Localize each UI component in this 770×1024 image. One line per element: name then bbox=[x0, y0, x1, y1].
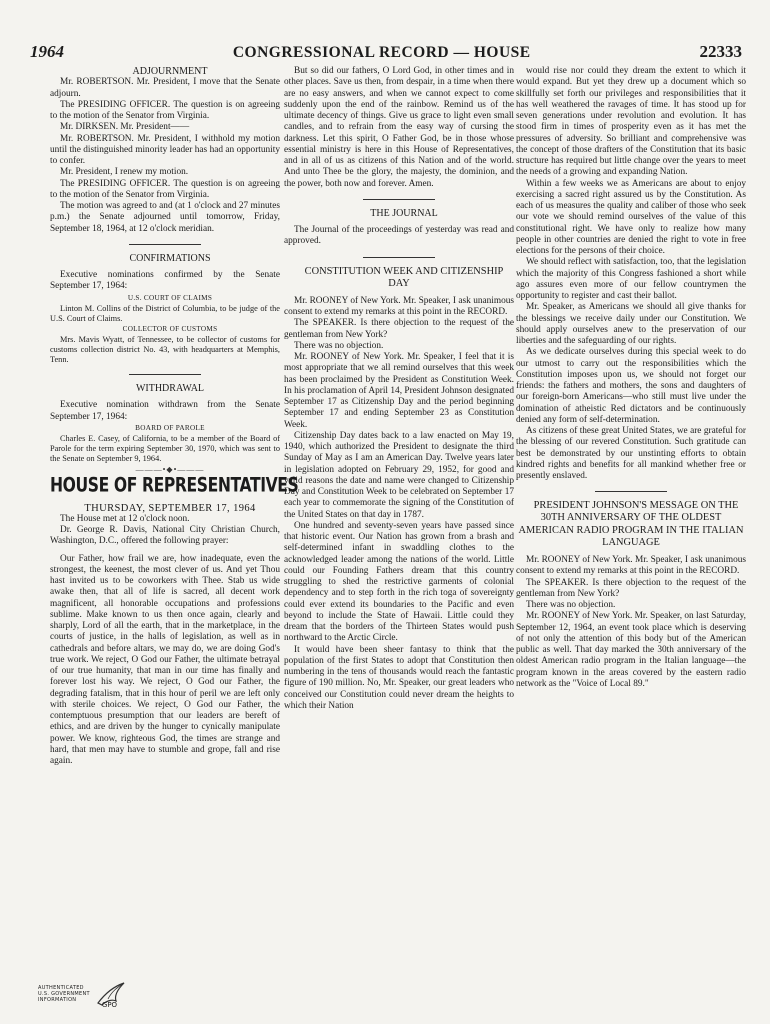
paragraph: Mr. ROONEY of New York. Mr. Speaker, I ask unanimous consent to extend my remarks at this point in the RECORD. bbox=[516, 555, 746, 577]
paragraph: As we dedicate ourselves during this special week to do our utmost to carry out the responsibilities which the Constitution imposes upon us, we should not forget our friends: the fathers and mothers, the sons and daughters of our foreign-born Americans—who still must live under the domination of atheistic Red dictators and be continuously denied any form of self-determination. bbox=[516, 347, 746, 425]
paragraph: But so did our fathers, O Lord God, in other times and in other places. Save us then, from despair, in a time when there are no easy answers, and when we cannot expect to come suddenly upon the end of the rainbow. Remind us of the ultimate decency of things. Give us grace to light even small candles, and to refrain from the easy way of cursing the darkness. Let this spirit, O Father God, be in those whose essential ministry is here in this House of Representatives, and in all of us as citizens of this Nation and of the world. And unto Thee be the glory, the majesty, the dominion, and the power, both now and forever. Amen. bbox=[284, 66, 514, 189]
paragraph: Mr. ROBERTSON. Mr. President, I withhold my motion until the distinguished minority leader has had an opportunity to confer. bbox=[50, 133, 280, 166]
paragraph: The motion was agreed to and (at 1 o'clock and 27 minutes p.m.) the Senate adjourned until tomorrow, Friday, September 18, 1964, at 12 o'clock meridian. bbox=[50, 201, 280, 234]
paragraph: The PRESIDING OFFICER. The question is on agreeing to the motion of the Senator from Virginia. bbox=[50, 178, 280, 200]
gpo-label: GPO bbox=[101, 1001, 118, 1009]
section-heading-withdrawal: WITHDRAWAL bbox=[135, 383, 205, 394]
column-1 bbox=[50, 66, 299, 767]
divider bbox=[595, 491, 667, 492]
paragraph: The SPEAKER. Is there objection to the request of the gentleman from New York? bbox=[516, 577, 746, 599]
paragraph: There was no objection. bbox=[294, 340, 384, 351]
column-3 bbox=[516, 66, 746, 690]
paragraph: Executive nominations confirmed by the Senate September 17, 1964: bbox=[50, 270, 280, 292]
section-heading-constitution-week: CONSTITUTION WEEK AND CITIZENSHIP DAY bbox=[304, 265, 504, 289]
paragraph: It would have been sheer fantasy to think that the population of the first States to adopt that Constitution then numbering in the tens of thousands would reach the fantastic figure of 190 million. No, Mr. Speaker, our great leaders who conceived our Constitution could never dream the heights to which their Nation bbox=[284, 644, 514, 711]
house-heading: HOUSE OF REPRESENTATIVES bbox=[50, 474, 299, 497]
paragraph: Executive nomination withdrawn from the Senate September 17, 1964: bbox=[50, 400, 280, 422]
paragraph: Mr. ROONEY of New York. Mr. Speaker, I feel that it is most appropriate that we all remind ourselves that this week has been proclaimed by the President as Constitution Week. In his proclamation of April 14, President Johnson designated September 17 as Citizenship Day and the period beginning September 17 and ending September 23 as Constitution Week. bbox=[284, 352, 514, 430]
small-print-block bbox=[50, 335, 280, 365]
paragraph: Mr. Speaker, as Americans we should all give thanks for the blessings we receive daily under our Constitution. We should apply ourselves anew to the preservation of our liberties and the safeguarding of our rights. bbox=[516, 302, 746, 346]
subheading: COLLECTOR OF CUSTOMS bbox=[122, 324, 218, 333]
section-heading-confirmations: CONFIRMATIONS bbox=[129, 252, 211, 264]
section-heading-adjournment: ADJOURNMENT bbox=[132, 66, 208, 77]
small-print-block bbox=[50, 434, 280, 464]
paragraph: Mr. ROONEY of New York. Mr. Speaker, on last Saturday, September 12, 1964, an event took place which is deserving of not only the attention of this body but of the American public as well. That day marked the 30th anniversary of the oldest American radio program in the Italian language—the program known in the areas covered by the eastern radio network as the "Voice of Local 89." bbox=[516, 611, 746, 689]
paragraph: would rise nor could they dream the extent to which it would expand. But yet they drew up a document which so skillfully set forth our privileges and responsibilities that it has well weathered the ravages of time. It has stood up for seven generations under revolution and evolution. It has stood firm in times of prosperity even as it has met the pressures of adversity. So brilliant and comprehensive was the concept of those drafters of the Constitution that its basic structure has required but little change over the years to meet the needs of a growing and expanding Nation. bbox=[516, 66, 746, 178]
divider bbox=[363, 257, 435, 258]
paragraph: Linton M. Collins of the District of Columbia, to be judge of the U.S. Court of Claims. bbox=[50, 303, 280, 323]
gpo-eagle-icon bbox=[94, 977, 128, 1011]
section-heading-president-johnson-message: PRESIDENT JOHNSON'S MESSAGE ON THE 30TH ANNIVERSARY OF THE OLDEST AMERICAN RADIO PROGRAM IN THE ITALIAN LANGUAGE bbox=[518, 500, 744, 548]
paragraph: One hundred and seventy-seven years have passed since that historic event. Our Nation has grown from a brash and self-determined infant in swaddling clothes to the acknowledged leader among the nations of the world. Little could our Founding Fathers dream that this country struggling to shed the restrictive garments of colonial dependency and to step forth in the rich toga of sovereignty could ever extend its boundaries to the Pacific and even beyond to include the State of Hawaii. Little could they dream that the borders of the Thirteen States would push northward to the Arctic Circle. bbox=[284, 520, 514, 644]
paragraph: Charles E. Casey, of California, to be a member of the Board of Parole for the term expiring September 30, 1970, which was sent to the Senate on September 9, 1964. bbox=[50, 434, 280, 463]
paragraph: As citizens of these great United States, we are grateful for the blessing of our revered Constitution. Such gratitude can best be demonstrated by our unstinting efforts to obtain kindred rights and benefits for all mankind whether free or presently enslaved. bbox=[516, 426, 746, 481]
paragraph: The House met at 12 o'clock noon. bbox=[60, 513, 190, 524]
paragraph: Mrs. Mavis Wyatt, of Tennessee, to be collector of customs for customs collection district No. 43, with headquarters at Memphis, Tenn. bbox=[50, 335, 280, 364]
ornament-divider: ———•◆•——— bbox=[135, 465, 205, 474]
paragraph: Mr. ROONEY of New York. Mr. Speaker, I ask unanimous consent to extend my remarks at this point in the RECORD. bbox=[284, 295, 514, 318]
authentication-text: AUTHENTICATED U.S. GOVERNMENT INFORMATION bbox=[38, 985, 90, 1003]
paragraph: The Journal of the proceedings of yesterday was read and approved. bbox=[284, 225, 514, 247]
small-print-block bbox=[50, 304, 280, 324]
column-2 bbox=[284, 66, 514, 712]
subheading: BOARD OF PAROLE bbox=[135, 423, 205, 432]
paragraph: Dr. George R. Davis, National City Christian Church, Washington, D.C., offered the following prayer: bbox=[50, 525, 280, 547]
paragraph: Within a few weeks we as Americans are about to enjoy exercising a sacred right assured us by the Constitution. As each of us measures the quality and caliber of those who seek our vote we should remind ourselves of the value of this constitutional right. We have only to realize how many people in other countries are denied the right to vote in free elections for the persons of their choice. bbox=[516, 178, 746, 256]
paragraph: The PRESIDING OFFICER. The question is on agreeing to the motion of the Senator from Virginia. bbox=[50, 99, 280, 121]
subheading: U.S. COURT OF CLAIMS bbox=[127, 293, 213, 302]
paragraph: Mr. ROBERTSON. Mr. President, I move that the Senate adjourn. bbox=[50, 77, 280, 99]
paragraph: The SPEAKER. Is there objection to the request of the gentleman from New York? bbox=[284, 318, 514, 340]
paragraph: We should reflect with satisfaction, too, that the legislation which the majority of this Congress fashioned a short while ago assures even more of our fellow countrymen the opportunity to register and cast their ballot. bbox=[516, 257, 746, 301]
paragraph: Citizenship Day dates back to a law enacted on May 19, 1940, which authorized the President to designate the third Sunday of May as I am an American Day. Twelve years later in legislation adopted on February 29, 1952, for good and valid reasons the date and name were changed to Citizenship Day and Constitution Week to be celebrated on September 17 each year to commemorate the signing of the Constitution of the United States on that day in 1787. bbox=[284, 430, 514, 520]
divider bbox=[129, 244, 201, 245]
divider bbox=[129, 374, 201, 375]
page-header bbox=[30, 42, 742, 64]
header-year: 1964 bbox=[30, 42, 64, 61]
paragraph: Mr. DIRKSEN. Mr. President—— bbox=[60, 122, 190, 133]
paragraph: There was no objection. bbox=[526, 600, 616, 611]
divider bbox=[363, 199, 435, 200]
paragraph: Mr. President, I renew my motion. bbox=[60, 167, 189, 178]
prayer-paragraph: Our Father, how frail we are, how inadequate, even the strongest, the keenest, the most clever of us. And yet Thou hast invited us to be coworkers with Thee. Stab us wide awake then, that all of life is sacred, all decent work magnificent, all honorable occupations and professions sublime. Make known to us then once again, clearly and sharply, Lord of all the earth, that in the marketplace, in the courts of justice, in the halls of legislation, as well as in cathedrals and before altars, we may do, we are doing God's true work. We reject, O God our Father, the ultimate betrayal of our true humanity, that man in our time has finally and forever lost his way. We reject, O God our Father, the degrading fatalism, that in this hour of peril we are left only with sterile choices. We reject, O God our Father, the contemptuous presumption that our leaders are bereft of ethics, and are driven by the hunger to cynically manipulate power. We know, righteous God, the times are strange and hard, that men may have to stumble and grope, fall and rise again. bbox=[50, 553, 280, 766]
gpo-authentication-mark bbox=[38, 970, 148, 1018]
header-page-number: 22333 bbox=[699, 42, 742, 61]
header-title: CONGRESSIONAL RECORD — HOUSE bbox=[232, 44, 531, 61]
section-heading-journal: THE JOURNAL bbox=[370, 207, 438, 219]
session-date: THURSDAY, SEPTEMBER 17, 1964 bbox=[84, 502, 256, 514]
